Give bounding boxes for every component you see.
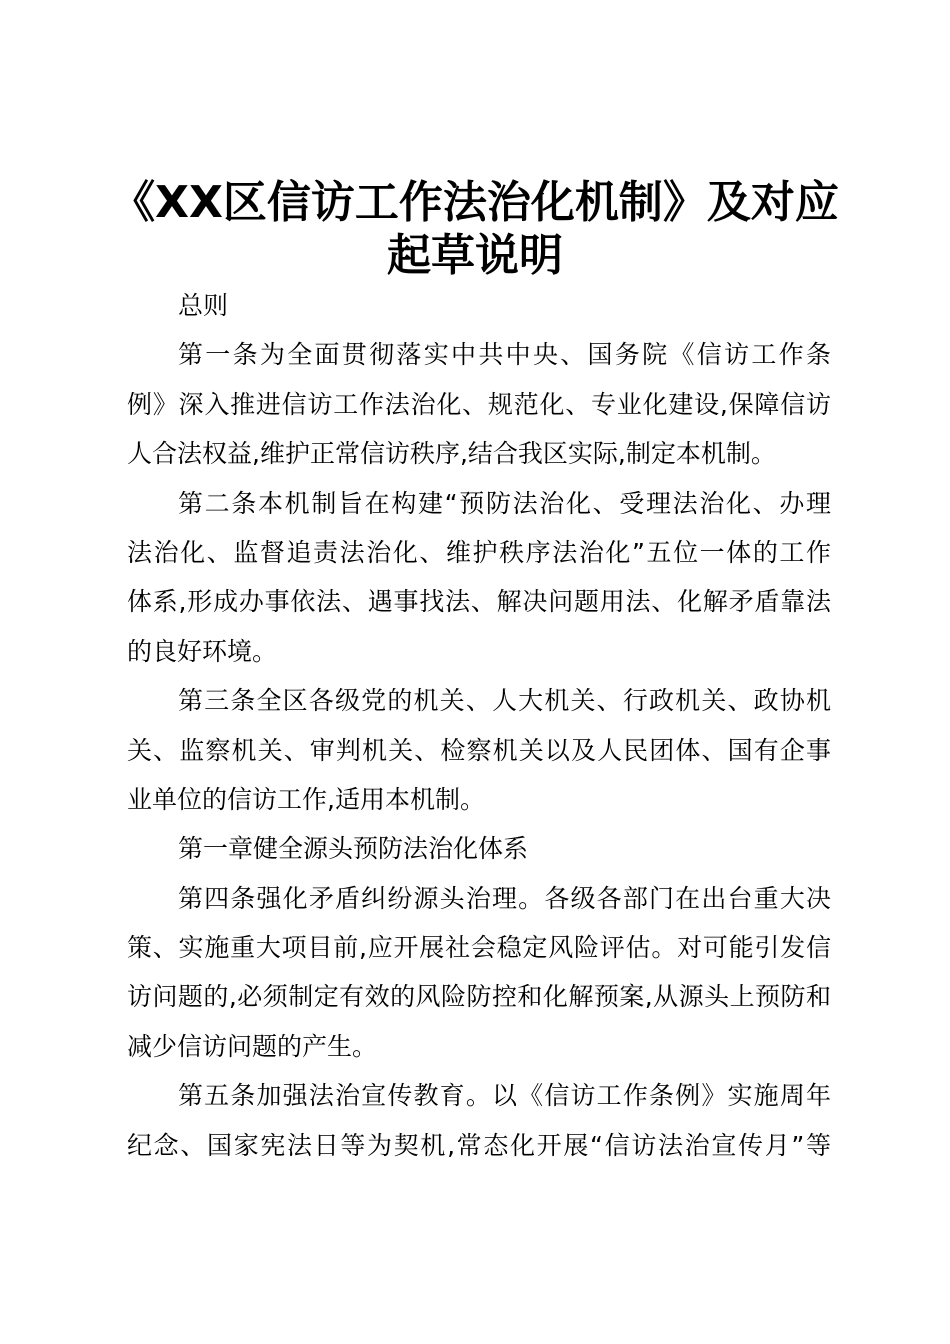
paragraph-line: 第一条为全面贯彻落实中共中央、国务院《信访工作条 — [178, 340, 831, 370]
paragraph-line: 法治化、监督追责法治化、维护秩序法治化”五位一体的工作 — [127, 537, 831, 567]
document-body — [127, 281, 831, 1170]
paragraph-line: 第五条加强法治宣传教育。以《信访工作条例》实施周年 — [178, 1081, 831, 1111]
paragraph — [127, 676, 831, 824]
paragraph-line: 第一章健全源头预防法治化体系 — [178, 834, 529, 864]
paragraph-line: 第四条强化矛盾纠纷源头治理。各级各部门在出台重大决 — [178, 883, 831, 913]
paragraph-line: 总则 — [178, 291, 229, 320]
paragraph — [127, 330, 831, 478]
paragraph-line: 人合法权益,维护正常信访秩序,结合我区实际,制定本机制。 — [127, 439, 776, 469]
paragraph — [127, 479, 831, 677]
paragraph — [127, 824, 831, 873]
paragraph-line: 第二条本机制旨在构建“预防法治化、受理法治化、办理 — [178, 488, 831, 518]
paragraph-line: 关、监察机关、审判机关、检察机关以及人民团体、国有企事 — [127, 735, 831, 765]
paragraph-line: 减少信访问题的产生。 — [127, 1031, 378, 1061]
paragraph — [127, 281, 831, 330]
paragraph-line: 业单位的信访工作,适用本机制。 — [127, 784, 485, 814]
title-line: 起草说明 — [387, 230, 563, 281]
paragraph — [127, 1071, 831, 1170]
paragraph-line: 第三条全区各级党的机关、人大机关、行政机关、政协机 — [178, 686, 831, 716]
paragraph-line: 体系,形成办事依法、遇事找法、解决问题用法、化解矛盾靠法 — [127, 587, 831, 617]
paragraph-line: 访问题的,必须制定有效的风险防控和化解预案,从源头上预防和 — [127, 982, 831, 1012]
title-line: 《XX区信访工作法治化机制》及对应 — [111, 177, 839, 228]
paragraph — [127, 874, 831, 1072]
paragraph-line: 纪念、国家宪法日等为契机,常态化开展“信访法治宣传月”等 — [127, 1130, 831, 1160]
document-title — [100, 176, 850, 282]
paragraph-line: 策、实施重大项目前,应开展社会稳定风险评估。对可能引发信 — [127, 933, 831, 963]
paragraph-line: 的良好环境。 — [127, 636, 278, 666]
paragraph-line: 例》深入推进信访工作法治化、规范化、专业化建设,保障信访 — [127, 389, 831, 419]
